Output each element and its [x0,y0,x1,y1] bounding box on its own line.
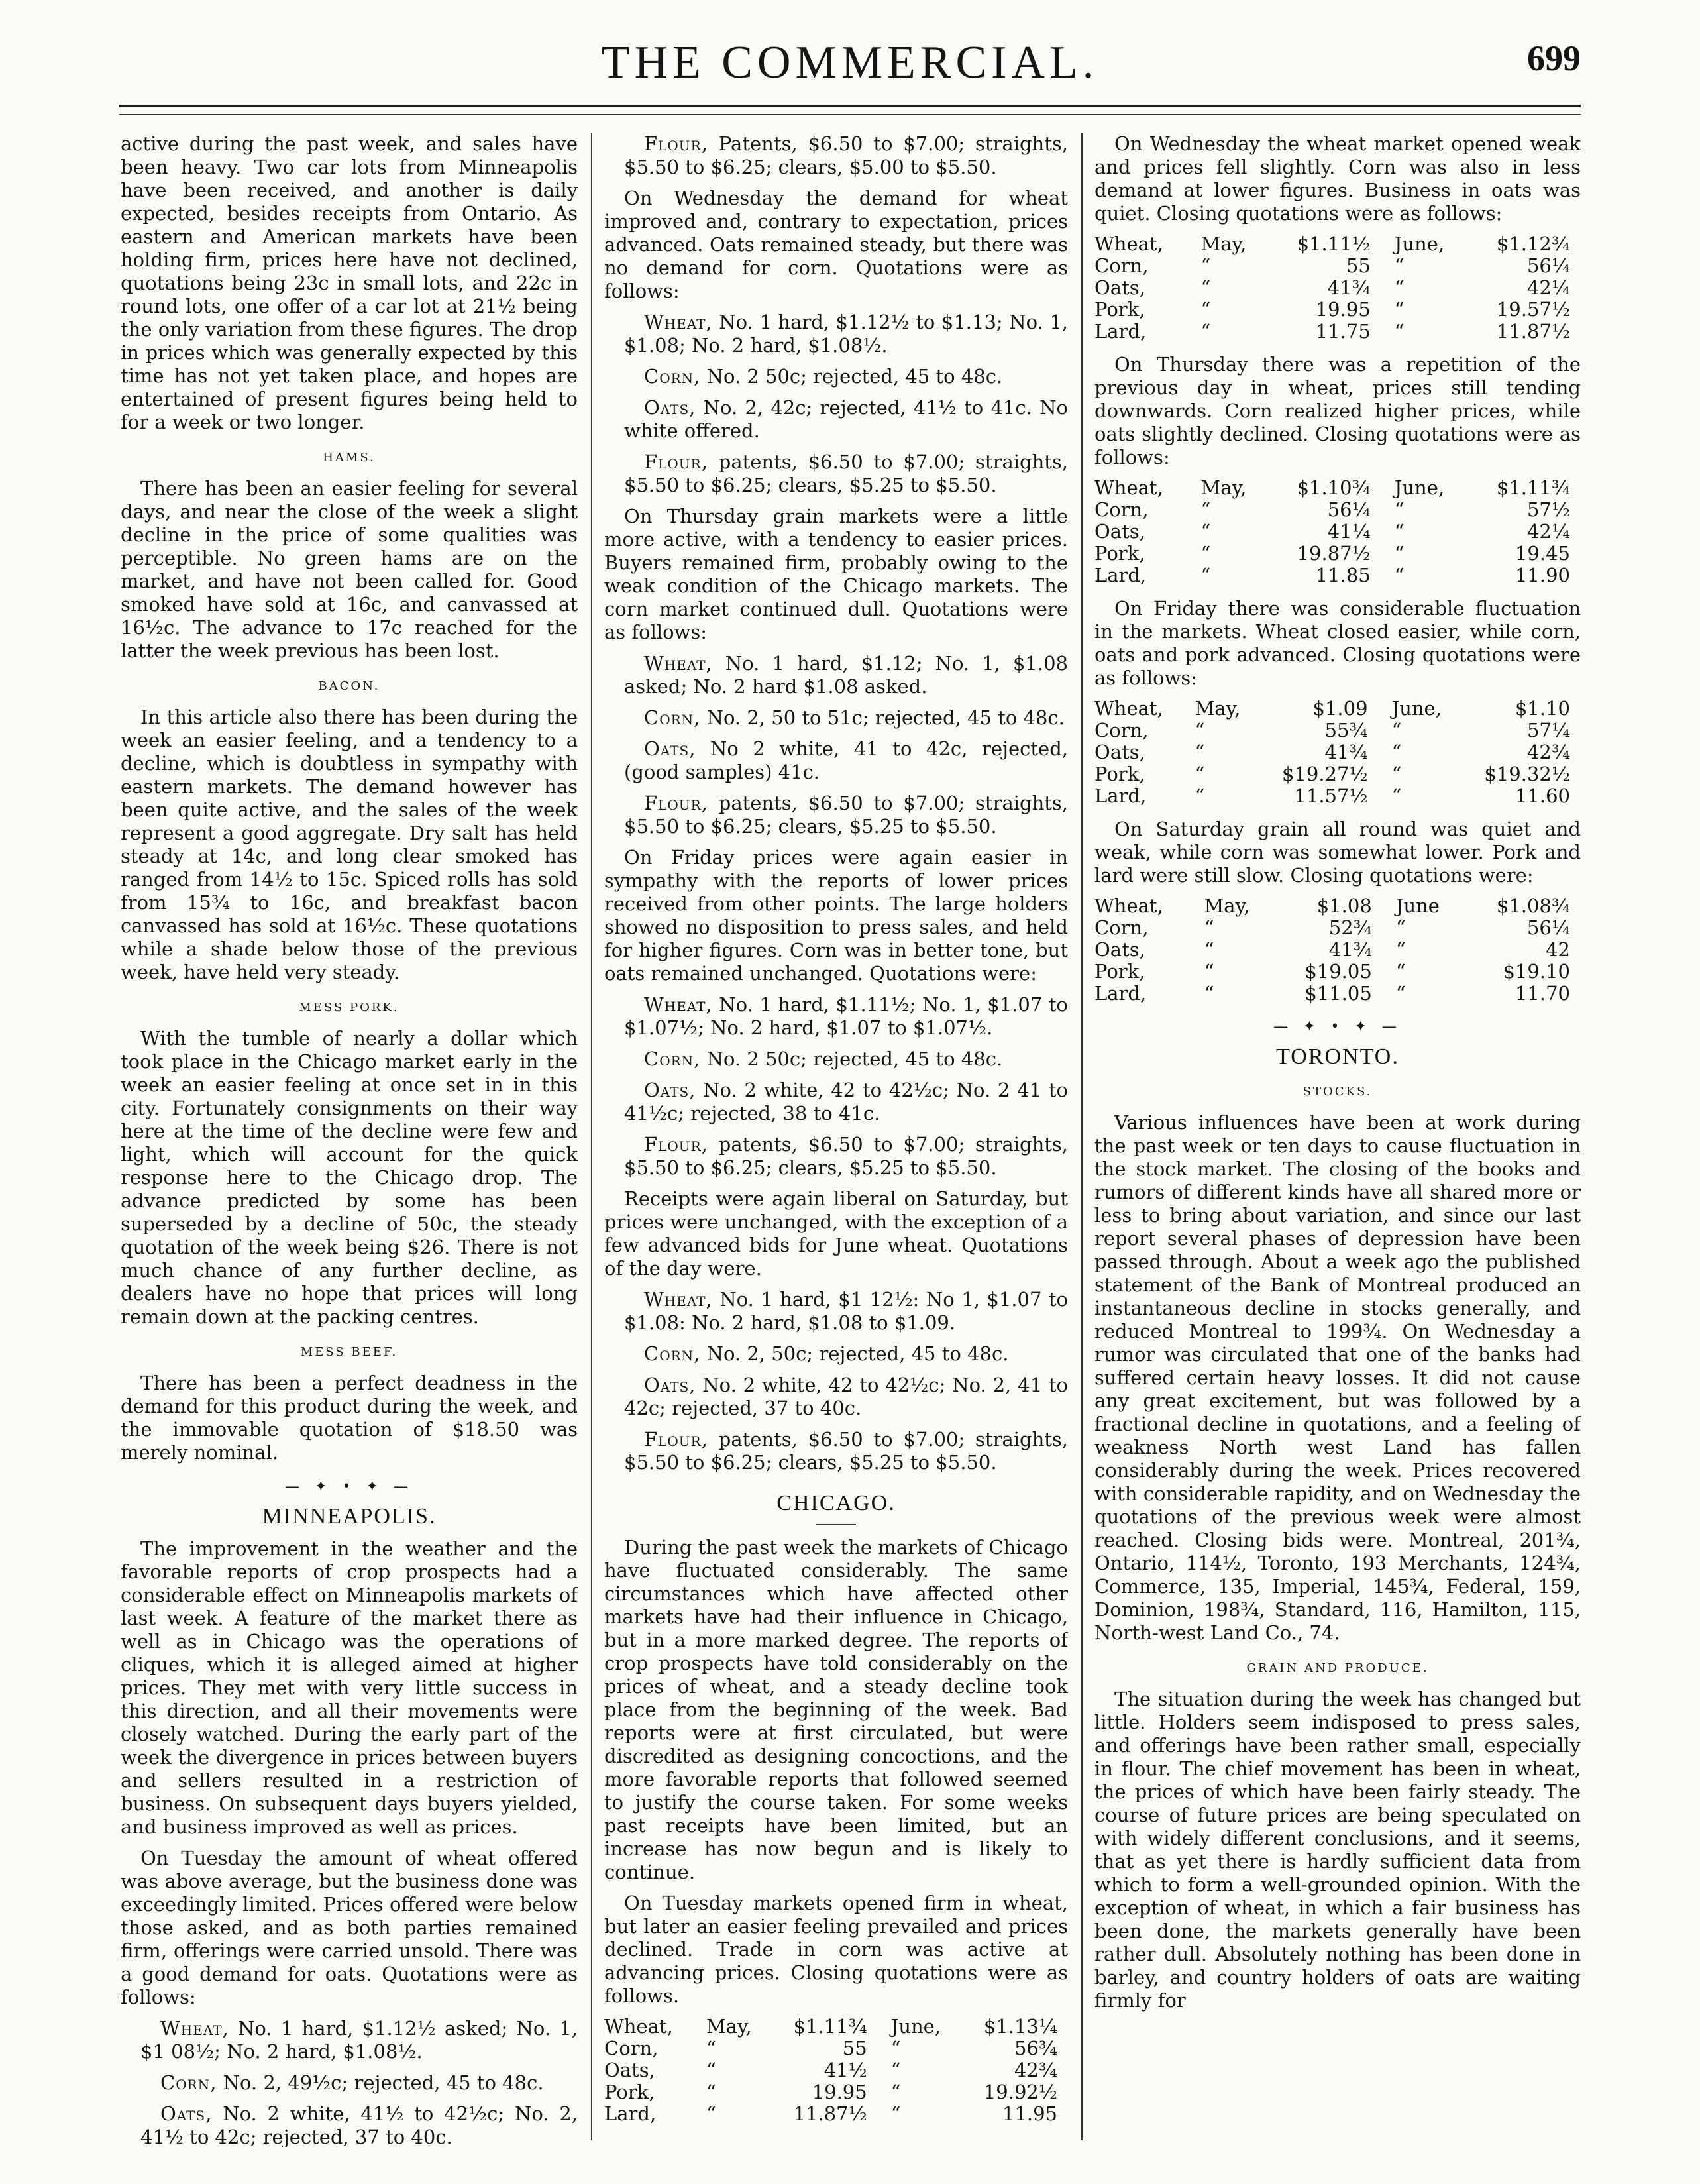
may-value: $1.10¾ [1297,476,1371,499]
paragraph: The situation during the week has changed but little. Holders seem indisposed to press sales, and offerings have been rather small, especially in flour. The chief movement has been in wheat, the prices of which have been fairly steady. The course of future prices are being speculated on with widely different conclusions, and it seems, that as yet there is hardly sufficient data from which to form a well-grounded opinion. With the exception of wheat, in which a fair business has been done, the markets generally have been rather dull. Absolutely nothing has been done in barley, and country holders of oats are waiting firmly for [1094,1688,1581,2012]
commodity-label: Oats, [644,1079,696,1101]
may-label: “ [1204,916,1214,939]
may-value: 55 [842,2037,867,2059]
may-label: May, [706,2015,752,2038]
quotation-row [1094,939,1581,961]
may-label: “ [1195,763,1205,785]
quotation-text: patents, $6.50 to $7.00; straights, $5.50 to $6.25; clears, $5.25 to $5.50. [624,1133,1068,1179]
section-heading-toronto: TORONTO. [1276,1044,1399,1069]
paragraph: active during the past week, and sales have been heavy. Two car lots from Minneapolis have been received, and another is daily expected, besides receipts from Ontario. As eastern and American markets have been holding firm, prices here have not declined, quotations being 23c in small lots, and 22c in round lots, one offer of a car lot at 21½ being the only variation from these figures. The drop in prices which was generally expected by this time has not yet taken place, and hopes are entertained of present figures being held to for a week or two longer. [121,133,578,433]
quotation-row [1094,983,1581,1005]
quotation-line [604,1079,1068,1125]
june-label: “ [1395,960,1406,983]
may-value: 19.87½ [1297,542,1371,565]
may-label: “ [706,2059,716,2081]
june-label: “ [890,2081,901,2103]
quotation-line [604,396,1068,443]
june-value: 42¾ [1526,741,1570,763]
commodity-name: Wheat, [1094,233,1163,255]
june-value: 56¼ [1526,916,1570,939]
column-1 [121,133,578,2147]
quotation-row [1094,255,1581,277]
may-value: 55 [1346,254,1371,277]
paragraph: On Thursday grain markets were a little more active, with a tendency to easier prices. Buyers remained firm, probably owing to the weak condition of the Chicago markets. The corn market continued dull. Quotations were as follows: [604,505,1068,643]
paragraph: The improvement in the weather and the favorable reports of crop prospects had a considerable effect on Minneapolis markets of last week. A feature of the market there as well as in Chicago was the operations of cliques, which it is alleged aimed at higher prices. They met with very little success in this direction, and all their movements were closely watched. During the early part of the week the divergence in prices between buyers and sellers resulted in a restriction of business. On subsequent days buyers yielded, and business improved as well as prices. [121,1537,578,1838]
may-value: 56¼ [1327,498,1371,521]
may-value: 41¾ [1327,276,1371,299]
june-label: “ [1394,254,1405,277]
may-label: May, [1204,895,1250,917]
june-value: 11.87½ [1496,320,1570,343]
may-label: “ [706,2037,716,2059]
subheading-bacon: BACON. [318,679,380,693]
paragraph: There has been an easier feeling for several days, and near the close of the week a slight decline in the price of some qualities was perceptible. No green hams are on the market, and have not been called for. Good smoked have sold at 16c, and canvassed at 16½c. The advance to 17c reached for the latter the week previous has been lost. [121,477,578,662]
quotation-text: No. 2, 50c; rejected, 45 to 48c. [700,1342,1009,1365]
may-value: 55¾ [1324,719,1368,741]
column-2 [604,133,1068,2147]
quotation-table-tuesday [604,2016,1068,2125]
commodity-name: Corn, [604,2037,659,2059]
page-number: 699 [1527,38,1581,78]
quotation-table-saturday [1094,895,1581,1005]
commodity-name: Pork, [1094,298,1145,321]
may-label: “ [706,2102,716,2125]
page-header [119,36,1581,99]
commodity-label: Corn, [644,706,701,729]
quotation-row [604,2103,1068,2125]
commodity-name: Pork, [1094,960,1145,983]
june-label: “ [1394,298,1405,321]
commodity-name: Corn, [1094,498,1149,521]
commodity-name: Oats, [604,2059,655,2081]
header-rule-thin [119,114,1581,115]
may-value: 41¾ [1324,741,1368,763]
may-label: “ [1195,785,1205,807]
quotation-line [121,2071,578,2095]
may-label: “ [1195,741,1205,763]
june-value: 42¼ [1526,520,1570,543]
short-rule [816,1524,856,1525]
quotation-row [1094,895,1581,917]
section-heading-minneapolis: MINNEAPOLIS. [262,1504,437,1529]
column-divider [1081,133,1083,2140]
quotation-row [604,2016,1068,2038]
quotation-row [1094,785,1581,807]
quotation-table-thursday [1094,477,1581,586]
quotation-row [1094,299,1581,321]
may-value: 41¾ [1328,938,1372,961]
june-value: $1.12¾ [1496,233,1570,255]
may-label: “ [1204,938,1214,961]
june-label: June, [1394,476,1445,499]
june-label: “ [1394,498,1405,521]
commodity-name: Wheat, [1094,895,1163,917]
may-value: 11.87½ [793,2102,867,2125]
paragraph: On Tuesday the amount of wheat offered was above average, but the business done was exceedingly limited. Prices offered were below those asked, and as both parties remained firm, offerings were carried unsold. There was a good demand for oats. Quotations were as follows: [121,1847,578,2008]
publication-title: THE COMMERCIAL. [601,37,1099,88]
may-value: 19.95 [1315,298,1371,321]
june-value: 19.57½ [1496,298,1570,321]
commodity-label: Flour, [644,451,708,473]
subheading-mess-pork: MESS PORK. [299,1001,399,1014]
june-value: 42 [1546,938,1570,961]
quotation-text: Patents, $6.50 to $7.00; straights, $5.50 to $6.25; clears, $5.00 to $5.50. [624,133,1068,178]
june-label: “ [1394,320,1405,343]
quotation-row [1094,720,1581,741]
june-label: “ [1395,982,1406,1005]
quotation-text: No. 2, 42c; rejected, 41½ to 41c. No white offered. [624,396,1068,442]
quotation-text: No. 2 white, 41½ to 42½c; No. 2, 41½ to 42c; rejected, 37 to 40c. [140,2102,578,2147]
commodity-label: Wheat, [644,1288,713,1311]
june-value: 42¼ [1526,276,1570,299]
quotation-text: No. 2 white, 42 to 42½c; No. 2 41 to 41½c; rejected, 38 to 41c. [624,1079,1068,1124]
may-value: 41¼ [1327,520,1371,543]
commodity-label: Corn, [160,2071,217,2094]
may-value: 41½ [823,2059,867,2081]
paragraph: On Friday there was considerable fluctuation in the markets. Wheat closed easier, while corn, oats and pork advanced. Closing quotations were as follows: [1094,597,1581,689]
june-label: “ [1394,564,1405,586]
june-value: $1.11¾ [1496,476,1570,499]
may-label: “ [1200,564,1211,586]
commodity-label: Corn, [644,1048,701,1070]
june-label: June, [1394,233,1445,255]
commodity-name: Lard, [1094,982,1147,1005]
may-value: $1.11¾ [793,2015,867,2038]
may-label: “ [1200,520,1211,543]
may-value: 19.95 [812,2081,867,2103]
commodity-name: Lard, [1094,785,1147,807]
subheading-stocks: STOCKS. [1302,1085,1373,1099]
quotation-line [121,2017,578,2063]
commodity-label: Oats, [644,396,696,419]
quotation-line [604,792,1068,838]
may-label: May, [1200,476,1247,499]
subheading-hams: HAMS. [323,451,376,464]
may-value: $11.05 [1304,982,1372,1005]
june-label: “ [890,2037,901,2059]
commodity-label: Corn, [644,365,701,388]
quotation-row [604,2081,1068,2103]
may-label: “ [1200,298,1211,321]
column-3 [1094,133,1581,2147]
quotation-line [604,451,1068,497]
june-value: $1.08¾ [1496,895,1570,917]
quotation-table-wednesday [1094,233,1581,343]
june-value: $19.10 [1503,960,1570,983]
commodity-label: Oats, [644,737,696,760]
may-label: “ [1204,982,1214,1005]
june-value: $19.32½ [1484,763,1570,785]
quotation-row [1094,477,1581,499]
commodity-label: Flour, [644,1133,708,1156]
paragraph: Various influences have been at work during the past week or ten days to cause fluctuation in the stock market. The closing of the books and rumors of different kinds have all shared more or less to bring about variation, and since our last report several phases of depression have been passed through. About a week ago the published statement of the Bank of Montreal produced an instantaneous decline in stocks generally, and reduced Montreal to 199¾. On Wednesday a rumor was circulated that one of the banks had suffered certain heavy losses. It did not cause any great excitement, but was followed by a fractional decline in quotations, and a feeling of weakness North west Land has fallen considerably during the week. Prices recovered with considerable rapidity, and on Wednesday the quotations of the previous week were almost reached. Closing bids were. Montreal, 201¾, Ontario, 114½, Toronto, 193 Merchants, 124¾, Commerce, 135, Imperial, 145¾, Federal, 159, Dominion, 198¾, Standard, 116, Hamilton, 115, North-west Land Co., 74. [1094,1111,1581,1644]
commodity-name: Pork, [1094,763,1145,785]
may-label: “ [1200,498,1211,521]
quotation-line [604,706,1068,730]
june-value: 11.70 [1514,982,1570,1005]
quotation-row [1094,543,1581,565]
paragraph: On Wednesday the wheat market opened weak and prices fell slightly. Corn was also in less demand at lower figures. Business in oats was quiet. Closing quotations were as follows: [1094,133,1581,225]
quotation-text: No 2 white, 41 to 42c, rejected, (good samples) 41c. [624,737,1068,783]
may-label: “ [1200,276,1211,299]
quotation-text: patents, $6.50 to $7.00; straights, $5.50 to $6.25; clears, $5.25 to $5.50. [624,451,1068,496]
commodity-label: Oats, [644,1374,696,1396]
quotation-text: No. 1 hard, $1.11½; No. 1, $1.07 to $1.07½; No. 2 hard, $1.07 to $1.07½. [624,993,1068,1039]
quotation-line [604,993,1068,1040]
column-divider [591,133,592,2140]
june-value: $1.13¼ [983,2015,1057,2038]
may-label: “ [706,2081,716,2103]
may-label: “ [1204,960,1214,983]
june-value: 57¼ [1526,719,1570,741]
june-label: June [1395,895,1440,917]
quotation-row [1094,521,1581,543]
june-label: “ [890,2059,901,2081]
commodity-name: Oats, [1094,938,1145,961]
june-label: “ [890,2102,901,2125]
commodity-name: Lard, [1094,320,1147,343]
june-value: 11.95 [1002,2102,1057,2125]
commodity-name: Wheat, [1094,476,1163,499]
quotation-row [1094,321,1581,343]
june-value: 11.60 [1514,785,1570,807]
may-label: “ [1195,719,1205,741]
commodity-label: Flour, [644,133,708,155]
june-label: “ [1394,276,1405,299]
paragraph: On Friday prices were again easier in sympathy with the reports of lower prices received from other points. The large holders showed no disposition to press sales, and held for higher figures. Corn was in better tone, but oats remained unchanged. Quotations were: [604,846,1068,985]
commodity-name: Oats, [1094,276,1145,299]
june-value: 57½ [1526,498,1570,521]
quotation-text: No. 1 hard, $1 12½: No 1, $1.07 to $1.08: No. 2 hard, $1.08 to $1.09. [624,1288,1068,1334]
paragraph: In this article also there has been during the week an easier feeling, and a tendency to a decline, which is doubtless in sympathy with eastern markets. The demand however has been quite active, and the sales of the week represent a good aggregate. Dry salt has held steady at 14c, and long clear smoked has ranged from 14½ to 15c. Spiced rolls has sold from 15¾ to 16c, and breakfast bacon canvassed has sold at 16½c. These quotations while a shade below those of the previous week, have held very steady. [121,706,578,983]
subheading-mess-beef: MESS BEEF. [300,1345,398,1359]
may-value: 11.57½ [1294,785,1368,807]
june-value: 19.92½ [983,2081,1057,2103]
june-label: “ [1395,938,1406,961]
may-label: “ [1200,320,1211,343]
quotation-row [1094,233,1581,255]
june-value: 19.45 [1514,542,1570,565]
paragraph: On Saturday grain all round was quiet and weak, while corn was somewhat lower. Pork and lard were still slow. Closing quotations were: [1094,818,1581,887]
paragraph: Receipts were again liberal on Saturday, but prices were unchanged, with the exception of a few advanced bids for June wheat. Quotations of the day were. [604,1187,1068,1280]
section-separator: — ✦ • ✦ — [1273,1018,1402,1035]
quotation-text: No. 2 50c; rejected, 45 to 48c. [700,1048,1003,1070]
quotation-row [1094,499,1581,521]
section-heading-chicago: CHICAGO. [776,1491,896,1515]
quotation-text: No. 2 50c; rejected, 45 to 48c. [700,365,1003,388]
quotation-row [1094,917,1581,939]
may-value: 11.85 [1315,564,1371,586]
commodity-name: Lard, [1094,564,1147,586]
commodity-label: Flour, [644,1428,708,1450]
quotation-row [604,2059,1068,2081]
may-label: May, [1200,233,1247,255]
may-label: “ [1200,542,1211,565]
quotation-line [604,311,1068,357]
paragraph: There has been a perfect deadness in the demand for this product during the week, and the immovable quotation of $18.50 was merely nominal. [121,1372,578,1464]
quotation-text: No. 1 hard, $1.12½ asked; No. 1, $1 08½; No. 2 hard, $1.08½. [140,2017,578,2063]
quotation-text: No. 1 hard, $1.12; No. 1, $1.08 asked; No. 2 hard $1.08 asked. [624,652,1068,698]
commodity-name: Oats, [1094,520,1145,543]
quotation-row [1094,961,1581,983]
quotation-text: patents, $6.50 to $7.00; straights, $5.50 to $6.25; clears, $5.25 to $5.50. [624,792,1068,838]
quotation-text: No. 2 white, 42 to 42½c; No. 2, 41 to 42c; rejected, 37 to 40c. [624,1374,1068,1419]
quotation-row [604,2038,1068,2059]
june-label: “ [1391,719,1402,741]
june-value: $1.10 [1514,697,1570,720]
may-value: 11.75 [1315,320,1371,343]
quotation-text: No. 1 hard, $1.12½ to $1.13; No. 1, $1.08; No. 2 hard, $1.08½. [624,311,1068,356]
quotation-line [604,737,1068,784]
june-label: “ [1394,520,1405,543]
june-label: “ [1391,785,1402,807]
june-label: June, [1391,697,1442,720]
quotation-row [1094,763,1581,785]
commodity-label: Wheat, [160,2017,229,2040]
quotation-line [604,652,1068,698]
paragraph: On Tuesday markets opened firm in wheat, but later an easier feeling prevailed and prices declined. Trade in corn was active at advancing prices. Closing quotations were as follows. [604,1892,1068,2007]
june-label: June, [890,2015,941,2038]
june-value: 56¼ [1526,254,1570,277]
quotation-row [1094,698,1581,720]
paragraph: On Thursday there was a repetition of the previous day in wheat, prices still tending downwards. Corn realized higher prices, while oats slightly declined. Closing quotations were as follows: [1094,353,1581,468]
commodity-label: Wheat, [644,311,713,333]
commodity-name: Wheat, [604,2015,673,2038]
quotation-line [604,1133,1068,1179]
header-rule-thick [119,105,1581,107]
quotation-text: patents, $6.50 to $7.00; straights, $5.50 to $6.25; clears, $5.25 to $5.50. [624,1428,1068,1474]
commodity-label: Wheat, [644,993,713,1016]
commodity-name: Pork, [1094,542,1145,565]
commodity-label: Corn, [644,1342,701,1365]
section-separator: — ✦ • ✦ — [285,1478,413,1495]
quotation-row [1094,741,1581,763]
june-value: 56¾ [1014,2037,1057,2059]
paragraph: On Wednesday the demand for wheat improved and, contrary to expectation, prices advanced. Oats remained steady, but there was no demand for corn. Quotations were as follows: [604,187,1068,302]
commodity-label: Oats, [160,2102,213,2125]
june-label: “ [1395,916,1406,939]
commodity-name: Corn, [1094,719,1149,741]
quotation-text: No. 2, 49½c; rejected, 45 to 48c. [217,2071,544,2094]
may-value: $19.27½ [1281,763,1368,785]
paragraph: During the past week the markets of Chicago have fluctuated considerably. The same circumstances which have affected other markets have had their influence in Chicago, but in a more marked degree. The reports of crop prospects have told considerably on the prices of wheat, and a steady decline took place from the beginning of the week. Bad reports were at first circulated, but were discredited as designing concoctions, and the more favorable reports that followed seemed to justify the course taken. For some weeks past receipts have been limited, but an increase has now begun and is likely to continue. [604,1536,1068,1883]
quotation-line [604,365,1068,388]
quotation-row [1094,565,1581,586]
subheading-grain-produce: GRAIN AND PRODUCE. [1246,1661,1429,1675]
commodity-label: Wheat, [644,652,713,675]
quotation-line [121,2102,578,2147]
commodity-name: Corn, [1094,254,1149,277]
quotation-line [604,1288,1068,1335]
commodity-label: Flour, [644,792,708,814]
may-value: $1.09 [1312,697,1368,720]
quotation-line [604,1342,1068,1366]
june-value: 11.90 [1514,564,1570,586]
commodity-name: Pork, [604,2081,655,2103]
commodity-name: Corn, [1094,916,1149,939]
quotation-line [604,1048,1068,1071]
may-label: “ [1200,254,1211,277]
june-label: “ [1391,763,1402,785]
may-value: $19.05 [1304,960,1372,983]
quotation-table-friday [1094,698,1581,807]
quotation-line [604,1428,1068,1474]
commodity-name: Oats, [1094,741,1145,763]
may-label: May, [1195,697,1241,720]
june-label: “ [1391,741,1402,763]
may-value: 52¾ [1328,916,1372,939]
paragraph: With the tumble of nearly a dollar which took place in the Chicago market early in the week an easier feeling at once set in in this city. Fortunately consignments on their way here at the time of the decline were few and light, which will account for the quick response here to the Chicago drop. The advance predicted by some has been superseded by a decline of 50c, the steady quotation of the week being $26. There is not much chance of any further decline, as dealers have no hope that prices will long remain down at the packing centres. [121,1027,578,1328]
june-label: “ [1394,542,1405,565]
quotation-line [604,133,1068,179]
may-value: $1.11½ [1297,233,1371,255]
june-value: 42¾ [1014,2059,1057,2081]
quotation-text: No. 2, 50 to 51c; rejected, 45 to 48c. [700,706,1065,729]
quotation-line [604,1374,1068,1420]
may-value: $1.08 [1316,895,1372,917]
quotation-row [1094,277,1581,299]
commodity-name: Wheat, [1094,697,1163,720]
commodity-name: Lard, [604,2102,657,2125]
